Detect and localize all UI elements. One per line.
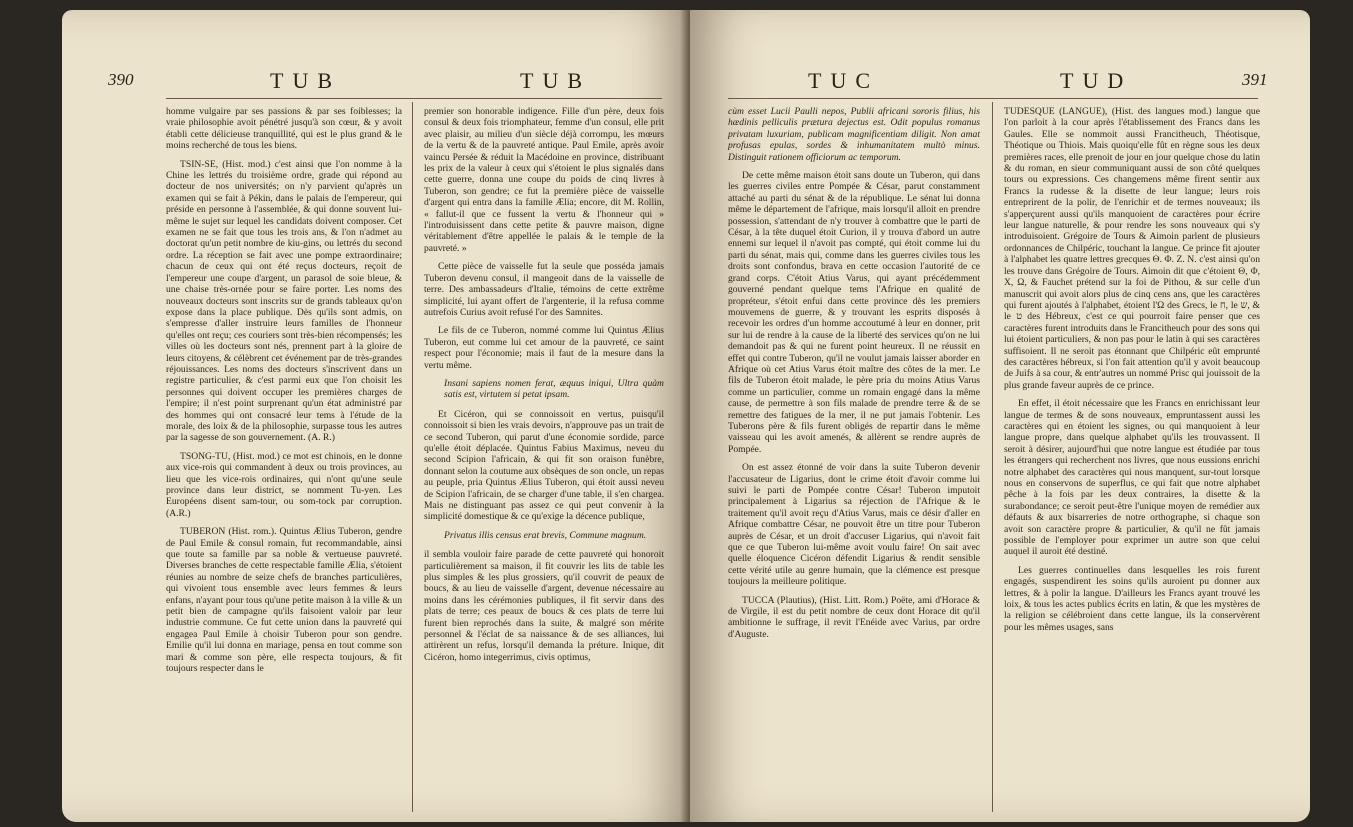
left-page	[62, 10, 690, 822]
latin-quote: Privatus illis census erat brevis, Commune magnum.	[444, 529, 647, 541]
column-rule-left	[412, 102, 413, 812]
running-head-left-col1: TUB	[270, 68, 341, 93]
paragraph: Cette pièce de vaisselle fut la seule que posséda jamais Tuberon devenu consul, il mangeoit dans de la vaisselle de terre. Des ambassadeurs d'Italie, témoins de cette extrême simplicité, lui ayant offert de l'argenterie, il la refusa comme autrefois Curius avoit refusé l'or des Samnites.	[424, 261, 664, 318]
column-rule-right	[992, 102, 993, 812]
left-column-1	[166, 106, 402, 806]
entry-tucca: TUCCA (Plautius), (Hist. Litt. Rom.) Poëte, ami d'Horace & de Virgile, il est du petit nombre de ceux dont Horace dit qu'il ambitionne le suffrage, il revit l'Enéide avec Varius, par ordre d'Auguste.	[728, 594, 980, 640]
latin-quote: Insani sapiens nomen ferat, æquus iniqui, Ultra quàm satis est, virtutem si petat ipsam.	[444, 377, 664, 401]
paragraph: Le fils de ce Tuberon, nommé comme lui Quintus Ælius Tuberon, eut comme lui cet amour de la pauvreté, ce saint respect pour l'économie; mais il faut de la mesure dans la vertu même.	[424, 325, 664, 371]
running-head-right-col2: TUD	[1060, 68, 1133, 93]
page-number-right: 391	[1242, 70, 1268, 89]
entry-tsong-tu: TSONG-TU, (Hist. mod.) ce mot est chinois, en le donne aux vice-rois qui commandent à deux ou trois provinces, au lieu que les vice-rois ordinaires, qui n'ont qu'une seule province dans leur district, se nomment Tu-yen. Les Européens disent sam-tour, ou som-tock par corruption. (A.R.)	[166, 450, 402, 519]
entry-tuberon: TUBERON (Hist. rom.). Quintus Ælius Tuberon, gendre de Paul Emile & consul romain, fut recommandable, ainsi que toute sa famille par sa noble & vertueuse pauvreté. Diverses branches de cette respectable famille Ælia, s'étoient réunies au nombre de seize chefs de branches particulières, qui vivoient tous ensemble avec leurs femmes & leurs enfans, n'ayant pour tous qu'une petite maison à la ville & un petit bien de campagne qu'ils faisoient valoir par leur industrie commune. Ce fut cette union dans la pauvreté qui engagea Paul Emile à choisir Tuberon pour son gendre. Emilie qu'il lui donna en mariage, pensa en tout comme son mari & comme son père, elle respecta toujours, & fit toujours respecter dans le	[166, 526, 402, 675]
paragraph: homme vulgaire par ses passions & par ses foiblesses; la vraie philosophie avoit pénétré jusqu'à son cœur, & y avoit établi cette délicieuse tranquillité, qui est le plus grand & le moins recherché de tous les biens.	[166, 106, 402, 152]
running-head-left-col2: TUB	[520, 68, 591, 93]
header-rule-right	[728, 98, 1258, 99]
paragraph: Les guerres continuelles dans lesquelles les rois furent engagés, suspendirent les soins qu'ils auroient pu donner aux lettres, & à polir la langue. D'ailleurs les Francs ayant trouvé les loix, & tous les actes publics écrits en latin, & que les mystères de la religion se célébroient dans cette langue, ils la conservèrent pour les mêmes usages, sans	[1004, 564, 1260, 633]
entry-tsin-se: TSIN-SE, (Hist. mod.) c'est ainsi que l'on nomme à la Chine les lettrés du troisième ordre, grade qui répond au docteur de nos universités; on n'y parvient qu'après un examen qui se fait à Pékin, dans le palais de l'empereur, qui préside en personne à l'assemblée, & qui donne souvent lui-même le sujet sur lequel les candidats doivent composer. Cet examen ne se fait que tous les trois ans, & l'on n'admet au doctorat qu'un petit nombre de kiu-gins, ou lettrés du second ordre. La réception se fait avec une pompe extraordinaire; chacun de ceux qui ont été reçus docteurs, reçoit de l'empereur une coupe d'argent, un parasol de soie bleue, & une chaise très-ornée pour se faire porter. Les noms des nouveaux docteurs sont inscrits sur de grands tableaux qu'on expose dans la place publique. Dès qu'ils sont admis, on s'empresse d'aller instruire leurs familles de l'honneur qu'elles ont reçu; ces couriers sont très-bien récompensés; les villes où les docteurs sont nés, prennent part à la gloire de leurs citoyens, & célèbrent cet événement par de très-grandes réjouissances. Les noms des docteurs s'inscrivent dans un registre particulier, & c'est parmi eux que l'on choisit les personnes qui doivent occuper les premières charges de l'empire; il n'est point surprenant qu'un état administré par des hommes qui ont consacré leur tems à l'étude de la morale, des loix & de la philosophie, surpasse tous les autres par la sagesse de son gouvernement. (A. R.)	[166, 158, 402, 444]
paragraph: On est assez étonné de voir dans la suite Tuberon devenir l'accusateur de Ligarius, dont le crime étoit d'avoir comme lui suivi le parti de Pompée contre César! Tuberon imputoit principalement à Ligarius sa réjection de l'Afrique & le traitement qu'il avoit reçu d'Atius Varus, mais ce désir d'aller en Afrique combattre César, ne pouvoit être un titre pour Tuberon auprès de César, et un droit d'accuser Ligarius, qui n'avoit fait que ce que Tuberon lui-même avoit voulu faire! On sait avec quelle éloquence Cicéron défendit Ligarius & rendit sensible cette vérité utile au genre humain, que la clémence est presque toujours la meilleure politique.	[728, 462, 980, 588]
entry-tudesque: TUDESQUE (LANGUE), (Hist. des langues mod.) langue que l'on parloit à la cour après l'établissement des Francs dans les Gaules. Elle se nommoit aussi Francitheuch, Théotisque, Théotique ou Thiois. Mais quoiqu'elle fût en règne sous les deux premières races, elle prenoit de jour en jour quelque chose du latin & du roman, en sieur communiquant aussi de son côté quelques tours ou expressions. Ces changemens même firent sentir aux Francs la rudesse & la disette de leur langue; leurs rois entreprirent de la polir, de l'enrichir et de termes nouveaux; ils s'apperçurent aussi qu'ils manquoient de caractères pour écrire leur langue naturelle, & pour rendre les sons nouveaux qui s'y introduisoient. Grégoire de Tours & Aimoin parlent de plusieurs ordonnances de Chilpéric, touchant la langue. Ce prince fit ajouter à l'alphabet les quatre lettres grecques Θ. Φ. Ζ. Ν. c'est ainsi qu'on les trouve dans Grégoire de Tours. Aimoin dit que c'étoient Θ, Φ, Χ, Ω, & Fauchet prétend sur la foi de Pithou, & sur celle d'un manuscrit qui avoit alors plus de cinq cens ans, que les caractères qui furent ajoutés à l'alphabet, étoient l'Ω des Grecs, le ח, le ש, & le ט des Hébreux, c'est ce qui pourroit faire penser que ces caractères furent introduits dans le Francitheuch pour des sons qui lui étoient particuliers, & non pas pour le latin à qui ses caractères suffisoient. Il ne seroit pas étonnant que Chilpéric eût emprunté des caractères hébreux, si l'on fait attention qu'il y avoit beaucoup de Juifs à sa cour, & entr'autres un nommé Prisc qui jouissoit de la plus grande faveur auprès de ce prince.	[1004, 106, 1260, 391]
header-rule-left	[166, 98, 662, 99]
right-column-1	[728, 106, 980, 806]
running-head-right-col1: TUC	[808, 68, 879, 93]
paragraph: Et Cicéron, qui se connoissoit en vertus, puisqu'il connoissoit si bien les vrais devoirs, n'approuve pas un trait de ce second Tuberon, qui parut d'une économie sordide, parce qu'elle étoit déplacée. Quintus Fabius Maximus, neveu du second Scipion l'africain, & qui fit son oraison funèbre, donnant selon la coutume aux obsèques de son oncle, un repas au peuple, pria Quintus Ælius Tuberon, qui étoit aussi neveu de Scipion l'africain, de se charger d'une table, il s'en chargea. Mais ne distinguant pas assez ce qui peut convenir à la simplicité domestique & ce qu'exige la décence publique,	[424, 408, 664, 523]
left-column-2	[424, 106, 664, 806]
paragraph: premier son honorable indigence. Fille d'un père, deux fois consul & deux fois triomphateur, femme d'un consul, elle prit avec plaisir, au milieu d'un siècle déjà corrompu, les mœurs de la vertu & de la pauvreté antique. Paul Emile, après avoir vaincu Persée & réduit la Macédoine en province, distribuant les prix de la valeur à ceux qui s'étoient le plus signalés dans cette guerre, donna une coupe du poids de cinq livres à Tuberon, son gendre; ce fut la première pièce de vaisselle d'argent qui entra dans la famille Ælia; encore, dit M. Rollin, « fallut-il que ce fussent la vertu & l'honneur qui » l'introduisissent dans cette petite & pauvre maison, digne véritablement d'être appellée le palais & le temple de la pauvreté. »	[424, 106, 664, 254]
paragraph: En effet, il étoit nécessaire que les Francs en enrichissant leur langue de termes & de sons nouveaux, empruntassent aussi les caractères qui en étoient les signes, ou qui manquoient à leur langue propre, dans quelque alphabet qu'ils les trouvassent. Il seroit à désirer, aujourd'hui que notre langue est étudiée par tous les étrangers qui recherchent nos livres, que nous eussions enrichi notre alphabet des caractères qui nous manquent, sur-tout lorsque nous en conservons de superflus, ce qui fait que notre alphabet pêche à la fois par les deux contraires, la disette & la surabondance; ce seroit peut-être l'unique moyen de remédier aux défauts & aux bisarreries de notre orthographe, si chaque son avoit son caractère propre & particulier, & qu'il ne fût jamais possible de l'employer pour exprimer un autre son que celui auquel il auroit été destiné.	[1004, 398, 1260, 558]
right-page	[690, 10, 1310, 822]
right-column-2	[1004, 106, 1260, 806]
latin-citation: cùm esset Lucii Paulli nepos, Publii africani sororis filius, his hædinis pelliculis prætura dejectus est. Odit populus romanus privatam luxuriam, publicam magnificentiam diligit. Non amat profusas epulas, sordes & inhumanitatem multò minus. Distinguit rationem officiorum ac temporum.	[728, 106, 980, 163]
paragraph: De cette même maison étoit sans doute un Tuberon, qui dans les guerres civiles entre Pompée & César, parut constamment attaché au parti du sénat & de la république. Le sénat lui donna même le département de l'afrique, mais lorsqu'il alloit en prendre possession, s'attendant de n'y trouver à combattre que le parti de César, à la tête duquel étoit Curion, il y trouva d'abord un autre ennemi sur lequel il n'avoit pas compté, qui étoit comme lui du parti du sénat, mais qui, comme dans les guerres civiles tous les droits sont confondus, brava en cette occasion l'autorité de ce grand corps. C'étoit Atius Varus, qui ayant précédemment gouverné pendant quelque tems l'Afrique en qualité de propréteur, s'étoit enfui dans cette province dès les premiers mouvemens de guerre, & y trouvant les esprits disposés à recevoir les ordres d'un homme accoutumé à leur en donner, prit sur lui de rendre à la cause de la liberté des services qu'on ne lui demandoit pas & qui ne furent point heureux. Il ne réussit en effet qui contre Tuberon, qu'il ne voulut jamais laisser aborder en Afrique où cet Atius Varus étoit maître des côtes de la mer. Le fils de Tuberon étoit malade, le père pria du moins Atius Varus comme un particulier, comme un romain engagé dans la même cause, de permettre à son fils malade de prendre terre & de se remettre des fatigues de la mer, il ne put jamais l'obtenir. Les Tuberons père & fils furent obligés de repartir dans le même vaisseau qui les avoit amenés, & allèrent se rendre auprès de Pompée.	[728, 170, 980, 455]
paragraph: il sembla vouloir faire parade de cette pauvreté qui honoroit particulièrement sa maison, il fit couvrir les lits de table les plus simples & les plus grossiers, qu'il couvrit de peaux de boucs, & au lieu de vaisselle d'argent, devenue nécessaire au moins dans les cérémonies publiques, il fit servir dans des plats de terre; ces peaux de boucs & ces plats de terre lui furent bien reprochés dans la suite, & malgré son mérite personnel & l'éclat de sa naissance & de ses alliances, lui attirèrent un refus, lorsqu'il demanda la préture. Inique, dit Cicéron, homo integerrimus, civis optimus,	[424, 549, 664, 663]
page-number-left: 390	[108, 70, 134, 89]
